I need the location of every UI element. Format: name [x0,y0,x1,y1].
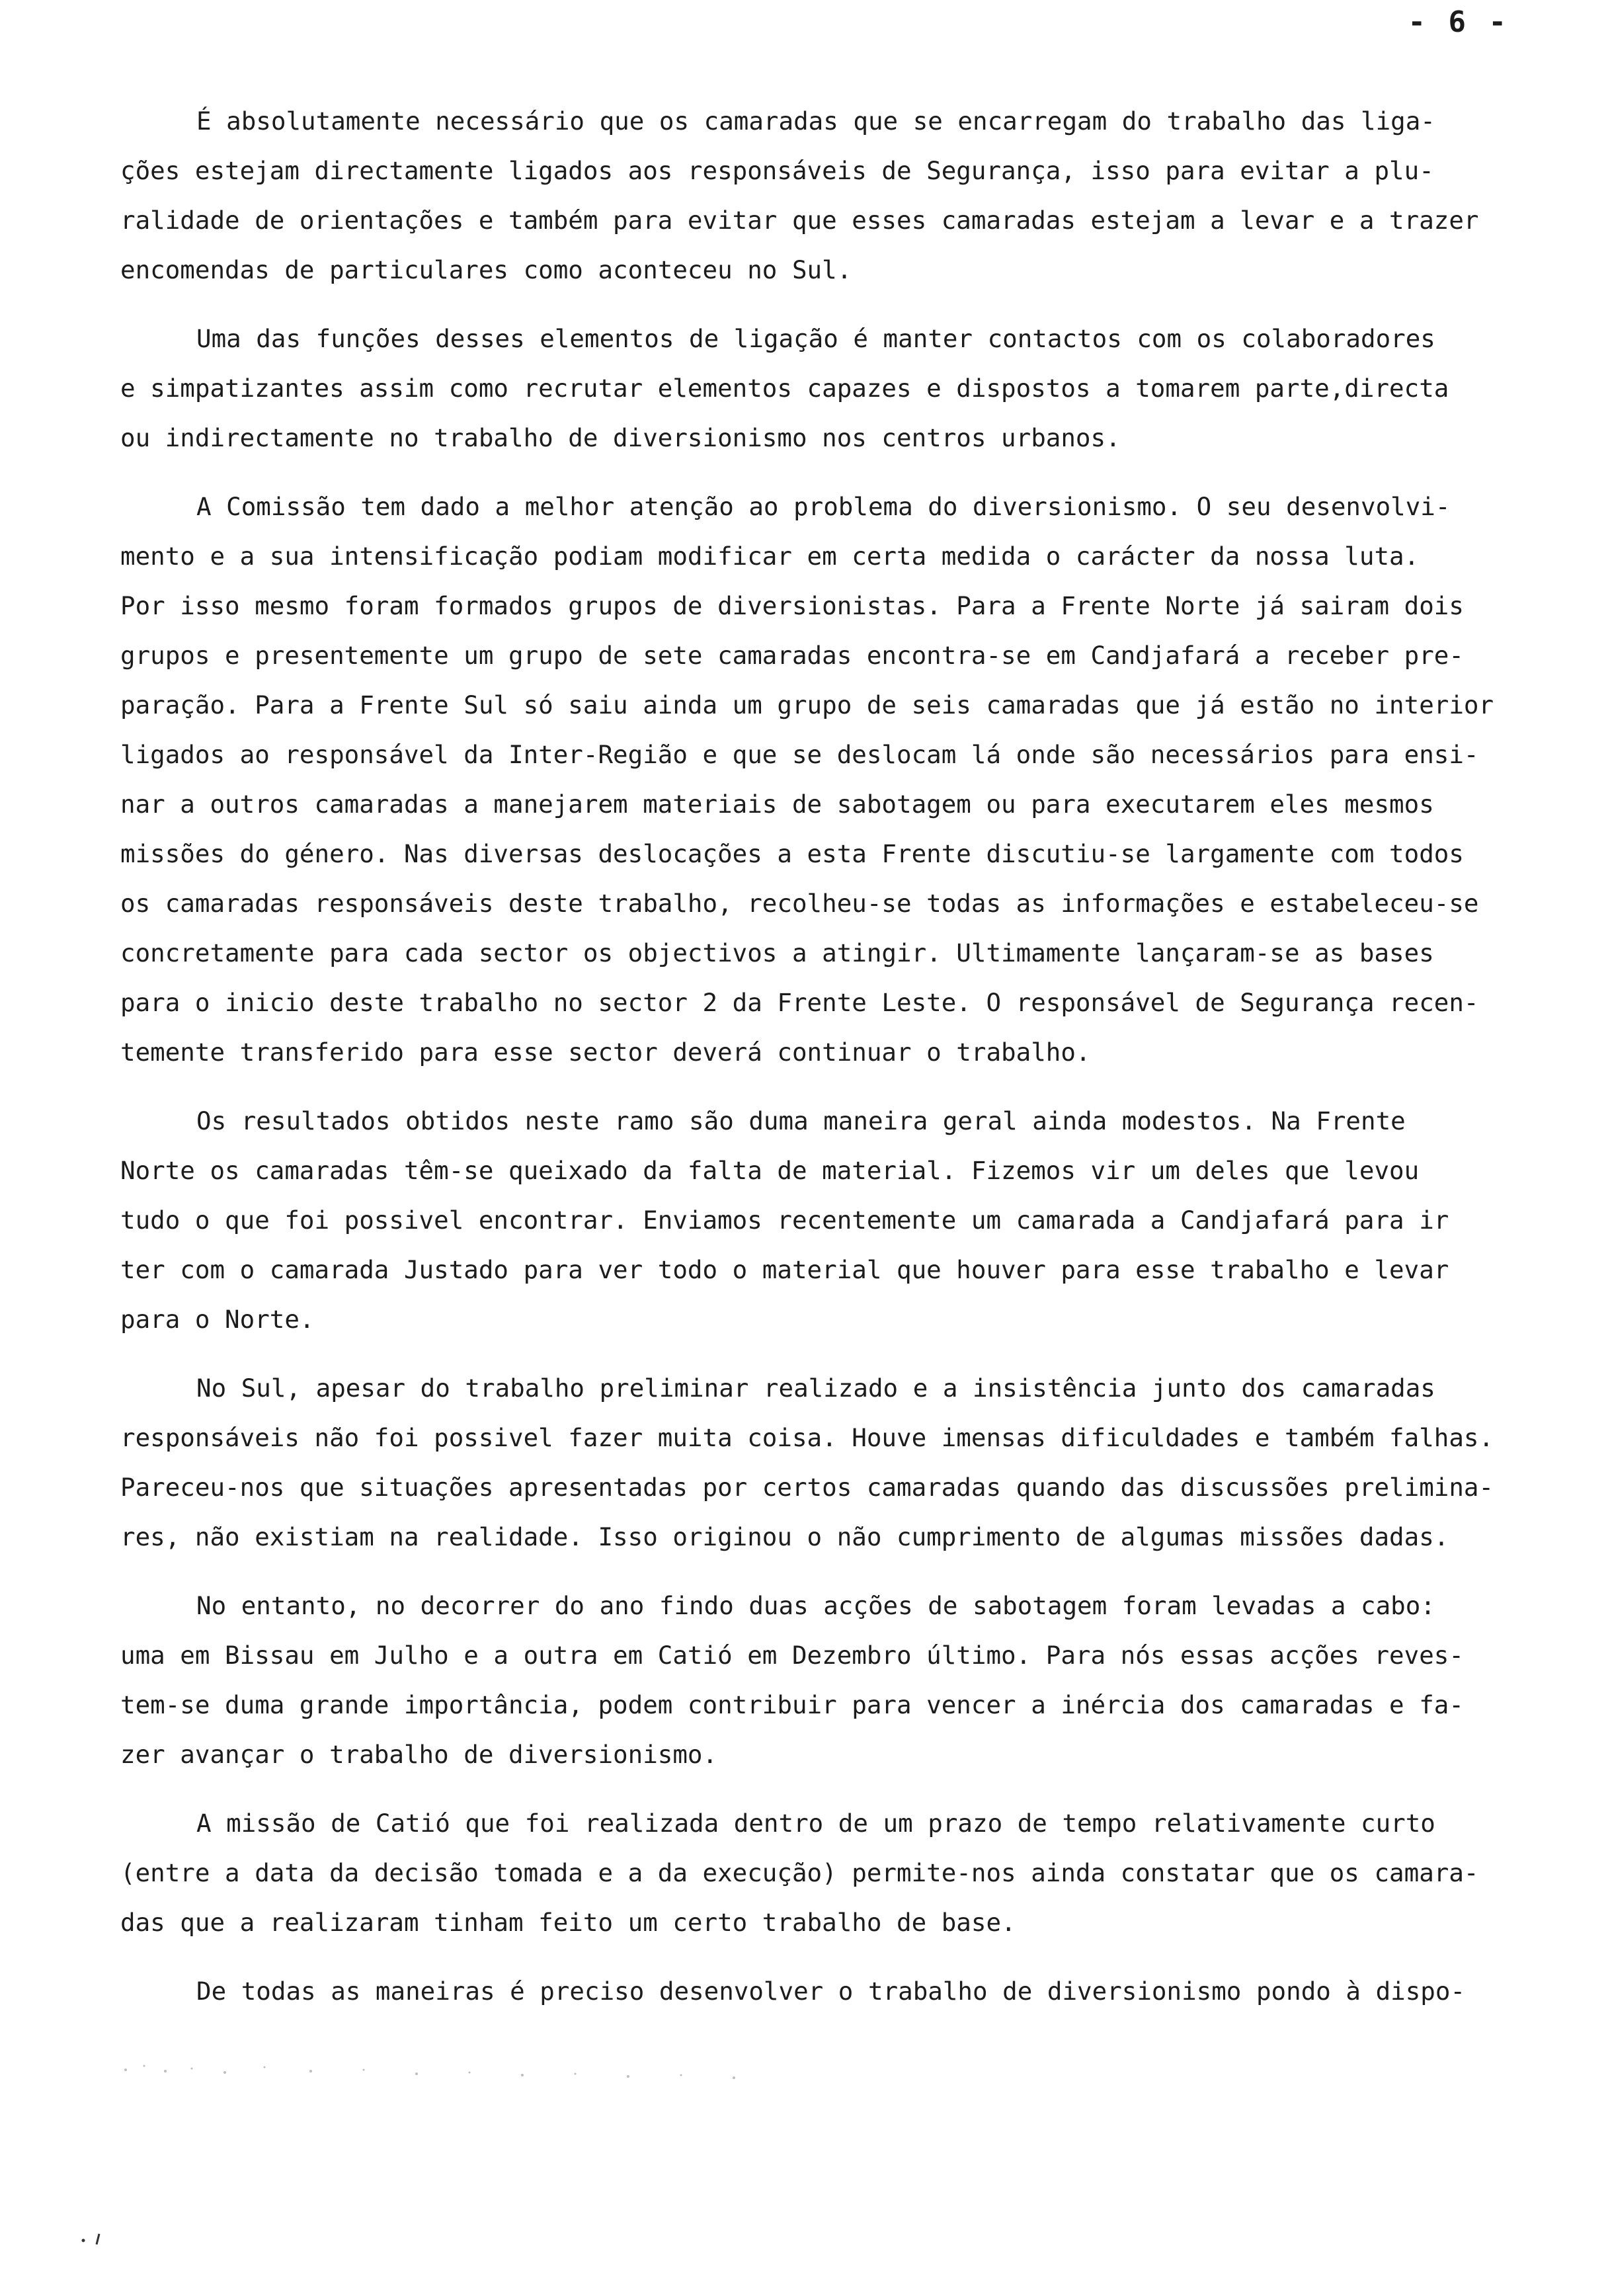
text-line: A Comissão tem dado a melhor atenção ao problema do diversionismo. O seu desenvolvi- [196,492,1451,521]
text-line: ções estejam directamente ligados aos responsáveis de Segurança, isso para evitar a plu- [120,156,1434,185]
text-line: para o Norte. [120,1305,315,1334]
text-line: zer avançar o trabalho de diversionismo. [120,1740,718,1769]
text-line: e simpatizantes assim como recrutar elementos capazes e dispostos a tomarem parte,directa [120,374,1449,403]
text-line: ralidade de orientações e também para evitar que esses camaradas estejam a levar e a trazer [120,206,1479,235]
paragraph-south [120,1364,1548,1562]
text-line: Os resultados obtidos neste ramo são duma maneira geral ainda modestos. Na Frente [196,1106,1406,1135]
page-number: - 6 - [1408,5,1509,39]
paragraph-sabotage-actions [120,1581,1548,1780]
paragraph-closing [120,1967,1548,2016]
text-line: De todas as maneiras é preciso desenvolver o trabalho de diversionismo pondo à dispo- [196,1977,1466,2006]
paragraph-liaison-work [120,97,1548,295]
text-line: Uma das funções desses elementos de ligação é manter contactos com os colaboradores [196,324,1435,353]
text-line: temente transferido para esse sector deverá continuar o trabalho. [120,1038,1091,1067]
text-line: tudo o que foi possivel encontrar. Enviamos recentemente um camarada a Candjafará para ir [120,1206,1449,1235]
text-line: Por isso mesmo foram formados grupos de diversionistas. Para a Frente Norte já sairam dois [120,591,1464,620]
paragraph-liaison-functions [120,314,1548,463]
text-line: ter com o camarada Justado para ver todo o material que houver para esse trabalho e levar [120,1255,1449,1284]
text-line: grupos e presentemente um grupo de sete camaradas encontra-se em Candjafará a receber pre- [120,641,1464,670]
text-line: ou indirectamente no trabalho de diversionismo nos centros urbanos. [120,423,1121,452]
text-line: para o inicio deste trabalho no sector 2 da Frente Leste. O responsável de Segurança recen- [120,988,1479,1017]
text-line: nar a outros camaradas a manejarem materiais de sabotagem ou para executarem eles mesmos [120,790,1434,819]
paragraph-results [120,1096,1548,1344]
text-line: res, não existiam na realidade. Isso originou o não cumprimento de algumas missões dadas. [120,1522,1449,1551]
text-line: missões do género. Nas diversas deslocações a esta Frente discutiu-se largamente com todos [120,839,1464,868]
text-line: uma em Bissau em Julho e a outra em Catió em Dezembro último. Para nós essas acções reves- [120,1641,1464,1670]
text-line: concretamente para cada sector os objectivos a atingir. Ultimamente lançaram-se as bases [120,938,1434,967]
text-line: responsáveis não foi possivel fazer muita coisa. Houve imensas dificuldades e também falhas. [120,1423,1494,1452]
text-line: paração. Para a Frente Sul só saiu ainda um grupo de seis camaradas que já estão no interior [120,690,1494,719]
text-line: É absolutamente necessário que os camaradas que se encarregam do trabalho das liga- [196,106,1435,136]
scan-smudge [112,2057,774,2083]
text-line: os camaradas responsáveis deste trabalho, recolheu-se todas as informações e estabeleceu-se [120,889,1479,918]
paragraph-commission-diversionism [120,482,1548,1077]
text-line: No entanto, no decorrer do ano findo duas acções de sabotagem foram levadas a cabo: [196,1591,1435,1620]
document-body [120,97,1548,2035]
text-line: das que a realizaram tinham feito um certo trabalho de base. [120,1908,1016,1937]
text-line: Pareceu-nos que situações apresentadas por certos camaradas quando das discussões prelimina- [120,1473,1494,1502]
paragraph-catio-mission [120,1799,1548,1948]
text-line: (entre a data da decisão tomada e a da execução) permite-nos ainda constatar que os camara- [120,1858,1479,1887]
text-line: Norte os camaradas têm-se queixado da falta de material. Fizemos vir um deles que levou [120,1156,1420,1185]
text-line: tem-se duma grande importância, podem contribuir para vencer a inércia dos camaradas e fa- [120,1690,1464,1719]
text-line: mento e a sua intensificação podiam modificar em certa medida o carácter da nossa luta. [120,542,1420,571]
text-line: No Sul, apesar do trabalho preliminar realizado e a insistência junto dos camaradas [196,1374,1435,1403]
scan-mark [79,2229,106,2248]
text-line: A missão de Catió que foi realizada dentro de um prazo de tempo relativamente curto [196,1809,1435,1838]
text-line: encomendas de particulares como aconteceu no Sul. [120,255,852,284]
text-line: ligados ao responsável da Inter-Região e que se deslocam lá onde são necessários para ensi- [120,740,1479,769]
